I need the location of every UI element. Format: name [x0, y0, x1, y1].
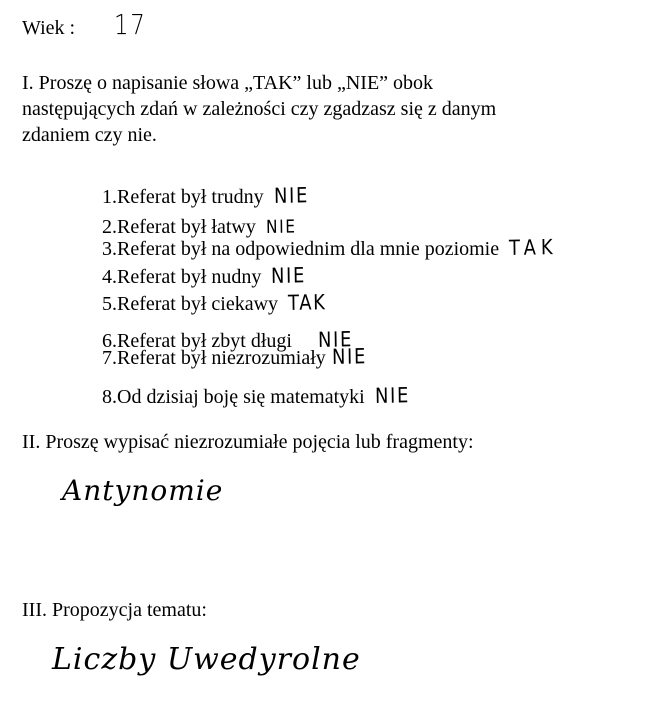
question-text: 1.Referat był trudny — [102, 186, 264, 208]
section-2-heading: II. Proszę wypisać niezrozumiałe pojęcia lub fragmenty: — [22, 431, 474, 453]
question-row — [102, 345, 373, 370]
question-text: 8.Od dzisiaj boję się matematyki — [102, 386, 365, 408]
age-label: Wiek : — [22, 17, 76, 39]
section-2-answer[interactable]: Antynomie — [62, 474, 224, 507]
answer-field[interactable]: NIE — [374, 383, 410, 408]
instruction-line-1: I. Proszę o napisanie słowa „TAK” lub „NIE” obok — [22, 72, 434, 94]
question-text: 7.Referat był niezrozumiały — [102, 347, 326, 369]
question-row — [102, 264, 313, 289]
question-text: 2.Referat był łatwy — [102, 216, 256, 238]
answer-field[interactable]: NIE — [317, 327, 354, 352]
question-text: 4.Referat był nudny — [102, 266, 262, 288]
instruction-line-3: zdaniem czy nie. — [22, 124, 157, 146]
answer-field[interactable]: NIE — [271, 263, 307, 288]
instruction-line-2: następujących zdań w zależności czy zgadzasz się z danym — [22, 98, 497, 120]
question-row — [102, 376, 416, 409]
answer-field[interactable]: TAK — [287, 290, 327, 315]
question-text: 5.Referat był ciekawy — [102, 293, 279, 315]
section-3-answer[interactable]: Liczby Uwedyrolne — [52, 642, 361, 677]
answer-field[interactable]: NIE — [265, 216, 297, 238]
answer-field[interactable]: NIE — [331, 344, 367, 369]
question-text: 3.Referat był na odpowiednim dla mnie poziomie — [102, 238, 500, 260]
answer-field[interactable]: NIE — [273, 183, 309, 208]
question-row — [102, 236, 566, 261]
section-3-heading: III. Propozycja tematu: — [22, 599, 207, 621]
age-value[interactable]: 17 — [114, 8, 147, 41]
question-row — [102, 291, 333, 316]
section-1-instructions — [22, 70, 622, 148]
question-text: 6.Referat był zbyt długi — [102, 330, 292, 352]
answer-field[interactable]: TAK — [508, 235, 559, 260]
question-row — [102, 184, 315, 209]
